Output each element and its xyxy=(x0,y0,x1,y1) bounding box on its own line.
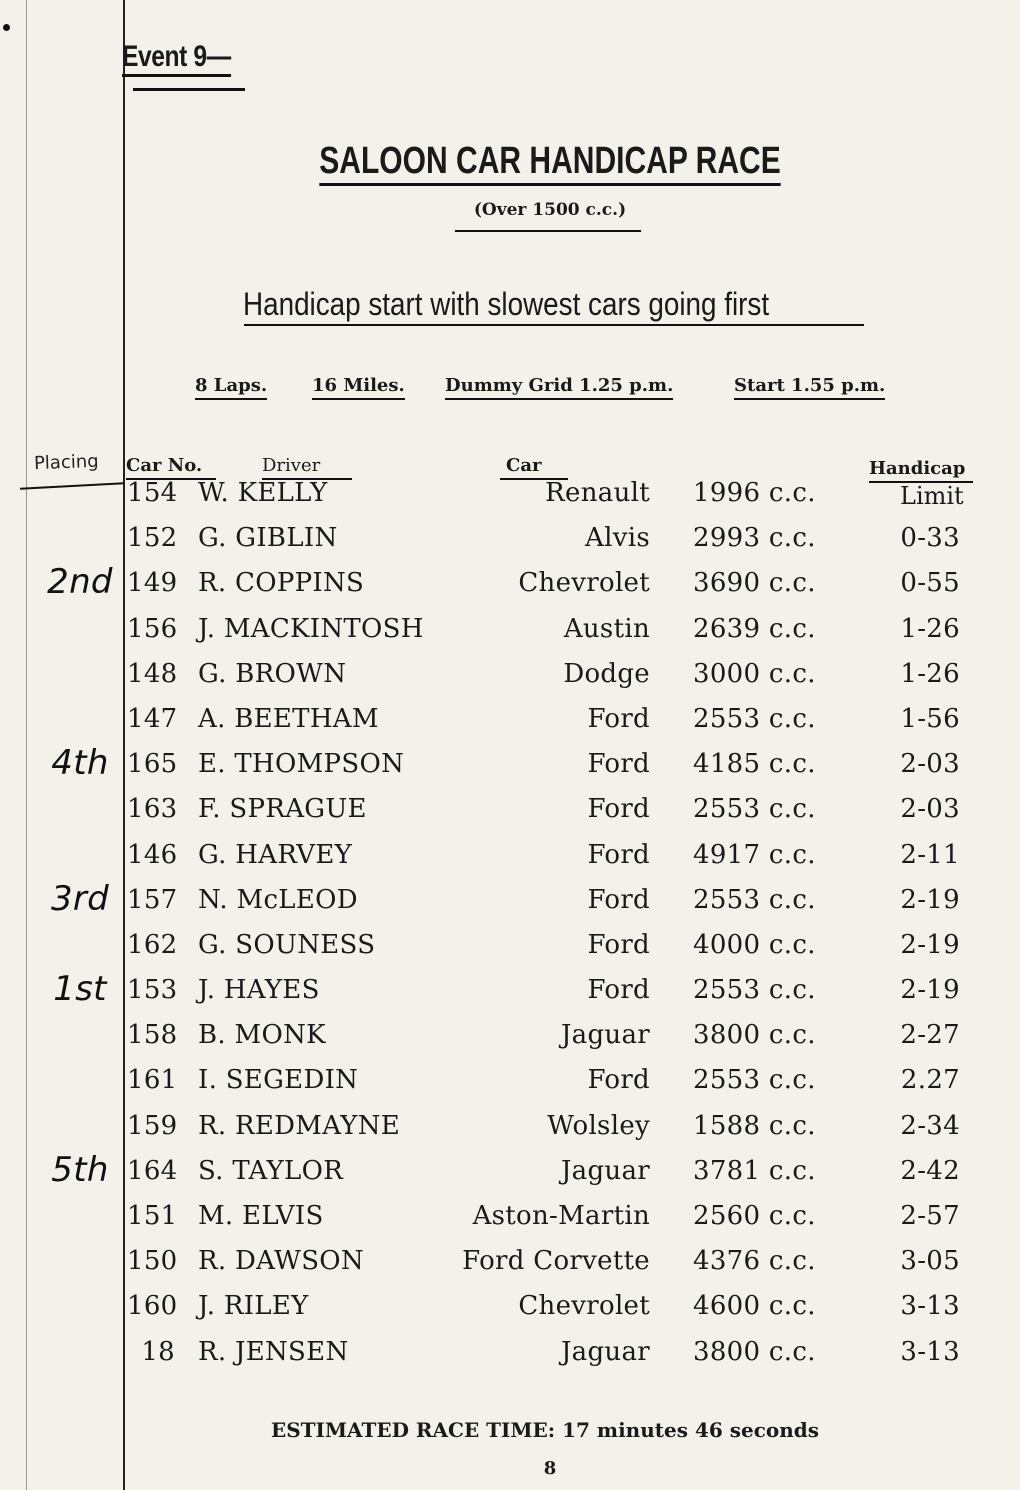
handicap-time: 2-57 xyxy=(900,1201,960,1231)
handicap-time: 2-42 xyxy=(900,1155,960,1186)
car-make: Jaguar xyxy=(560,1336,650,1367)
handicap-time: 2.27 xyxy=(900,1065,960,1096)
driver-name: J. RILEY xyxy=(198,1291,309,1322)
table-row xyxy=(0,515,1020,560)
driver-name: G. BROWN xyxy=(198,658,347,689)
driver-name: J. HAYES xyxy=(198,975,320,1006)
table-row xyxy=(0,1193,1020,1238)
placing-mark: 1st xyxy=(53,969,107,1010)
details-miles: 16 Miles. xyxy=(312,375,405,396)
car-number: 160 xyxy=(127,1291,178,1322)
header-limit: Limit xyxy=(900,482,964,510)
engine-capacity: 2560 c.c. xyxy=(693,1201,816,1231)
driver-name: M. ELVIS xyxy=(198,1201,324,1231)
driver-name: E. THOMPSON xyxy=(198,749,405,780)
table-row xyxy=(0,651,1020,696)
car-number: 151 xyxy=(127,1201,178,1231)
handicap-time: 2-19 xyxy=(900,975,960,1006)
handicap-time: 2-19 xyxy=(900,884,960,915)
engine-capacity: 4376 c.c. xyxy=(693,1246,816,1277)
table-row xyxy=(0,967,1020,1012)
driver-name: R. COPPINS xyxy=(198,568,365,599)
tagline-underline xyxy=(244,324,864,326)
handicap-time: 3-05 xyxy=(900,1246,960,1277)
car-make: Chevrolet xyxy=(518,1291,650,1322)
handicap-time: 0-55 xyxy=(900,568,960,599)
car-make: Austin xyxy=(563,613,650,644)
header-driver: Driver xyxy=(262,455,321,476)
engine-capacity: 1588 c.c. xyxy=(693,1110,816,1141)
handicap-time: 0-33 xyxy=(900,523,960,554)
car-number: 164 xyxy=(127,1155,178,1186)
header-handicap: Handicap xyxy=(869,458,966,479)
engine-capacity: 3000 c.c. xyxy=(693,658,816,689)
subtitle-underline xyxy=(455,230,641,232)
engine-capacity: 3800 c.c. xyxy=(693,1336,816,1367)
table-row xyxy=(0,786,1020,831)
driver-name: W. KELLY xyxy=(198,478,328,508)
driver-name: J. MACKINTOSH xyxy=(198,613,424,644)
engine-capacity: 2553 c.c. xyxy=(693,794,816,825)
handicap-time: 2-19 xyxy=(900,929,960,960)
car-make: Renault xyxy=(545,478,650,508)
driver-name: B. MONK xyxy=(198,1020,326,1051)
car-make: Ford xyxy=(587,749,650,780)
driver-name: R. JENSEN xyxy=(198,1336,349,1367)
handicap-time: 3-13 xyxy=(900,1336,960,1367)
engine-capacity: 3781 c.c. xyxy=(693,1155,816,1186)
car-make: Jaguar xyxy=(560,1020,650,1051)
engine-capacity: 2639 c.c. xyxy=(693,613,816,644)
page-number: 8 xyxy=(543,1458,557,1479)
placing-mark: 3rd xyxy=(50,878,110,919)
header-car: Car xyxy=(506,455,542,476)
car-number: 163 xyxy=(127,794,178,825)
car-number: 162 xyxy=(127,929,178,960)
race-title-text: SALOON CAR HANDICAP RACE xyxy=(319,140,780,186)
table-row xyxy=(0,832,1020,877)
details-laps: 8 Laps. xyxy=(195,375,267,396)
car-make: Alvis xyxy=(585,523,650,554)
engine-capacity: 2553 c.c. xyxy=(693,703,816,734)
car-number: 146 xyxy=(127,839,178,870)
placing-mark: 5th xyxy=(51,1149,109,1190)
handicap-time: 1-26 xyxy=(900,658,960,689)
handicap-time: 1-56 xyxy=(900,703,960,734)
header-placing: Placing xyxy=(33,450,99,475)
car-make: Dodge xyxy=(563,658,650,689)
car-make: Ford xyxy=(587,703,650,734)
driver-name: R. REDMAYNE xyxy=(198,1110,401,1141)
car-number: 148 xyxy=(127,658,178,689)
car-make: Wolsley xyxy=(547,1110,650,1141)
car-make: Ford xyxy=(587,839,650,870)
placing-mark: 4th xyxy=(51,743,109,784)
table-row xyxy=(0,1103,1020,1148)
table-row xyxy=(0,606,1020,651)
driver-name: R. DAWSON xyxy=(198,1246,364,1277)
table-row xyxy=(0,1148,1020,1193)
car-make: Aston-Martin xyxy=(472,1201,650,1231)
driver-name: G. GIBLIN xyxy=(198,523,338,554)
engine-capacity: 2553 c.c. xyxy=(693,884,816,915)
car-number: 157 xyxy=(127,884,178,915)
table-row xyxy=(0,470,1020,515)
car-number: 152 xyxy=(127,523,178,554)
driver-name: A. BEETHAM xyxy=(198,703,379,734)
header-car-no: Car No. xyxy=(126,455,203,476)
table-row xyxy=(0,1012,1020,1057)
car-number: 159 xyxy=(127,1110,178,1141)
engine-capacity: 4917 c.c. xyxy=(693,839,816,870)
car-number: 18 xyxy=(141,1336,175,1367)
table-row xyxy=(0,560,1020,605)
car-make: Ford xyxy=(587,884,650,915)
event-underline xyxy=(133,88,245,91)
engine-capacity: 2553 c.c. xyxy=(693,1065,816,1096)
car-make: Ford Corvette xyxy=(462,1246,650,1277)
handicap-time: 3-13 xyxy=(900,1291,960,1322)
race-subtitle: (Over 1500 c.c.) xyxy=(473,200,627,220)
handicap-time: 2-03 xyxy=(900,749,960,780)
car-make: Chevrolet xyxy=(518,568,650,599)
car-make: Ford xyxy=(587,929,650,960)
handicap-time: 2-34 xyxy=(900,1110,960,1141)
details-start: Start 1.55 p.m. xyxy=(734,375,885,396)
engine-capacity: 4600 c.c. xyxy=(693,1291,816,1322)
engine-capacity: 4000 c.c. xyxy=(693,929,816,960)
car-number: 153 xyxy=(127,975,178,1006)
driver-name: N. McLEOD xyxy=(198,884,358,915)
car-number: 156 xyxy=(127,613,178,644)
driver-name: S. TAYLOR xyxy=(198,1155,344,1186)
entries-table xyxy=(0,470,1020,1374)
engine-capacity: 2993 c.c. xyxy=(693,523,816,554)
table-row xyxy=(0,741,1020,786)
driver-name: G. HARVEY xyxy=(198,839,353,870)
race-tagline: Handicap start with slowest cars going first xyxy=(243,286,770,322)
race-title xyxy=(116,140,985,183)
car-number: 158 xyxy=(127,1020,178,1051)
engine-capacity: 2553 c.c. xyxy=(693,975,816,1006)
handicap-time: 2-03 xyxy=(900,794,960,825)
event-label: Event 9— xyxy=(122,40,231,77)
engine-capacity: 3690 c.c. xyxy=(693,568,816,599)
table-row xyxy=(0,922,1020,967)
ink-dot xyxy=(3,24,10,31)
driver-name: G. SOUNESS xyxy=(198,929,376,960)
car-number: 147 xyxy=(127,703,178,734)
car-make: Ford xyxy=(587,975,650,1006)
table-row xyxy=(0,1329,1020,1374)
car-make: Jaguar xyxy=(560,1155,650,1186)
table-row xyxy=(0,1238,1020,1283)
table-row xyxy=(0,696,1020,741)
car-number: 150 xyxy=(127,1246,178,1277)
placing-mark: 2nd xyxy=(47,562,113,603)
car-number: 165 xyxy=(127,749,178,780)
handicap-time: 1-26 xyxy=(900,613,960,644)
details-dummy-grid: Dummy Grid 1.25 p.m. xyxy=(445,375,673,396)
handicap-time: 2-11 xyxy=(900,839,960,870)
driver-name: I. SEGEDIN xyxy=(198,1065,359,1096)
table-row xyxy=(0,1283,1020,1328)
car-make: Ford xyxy=(587,1065,650,1096)
car-make: Ford xyxy=(587,794,650,825)
car-number: 154 xyxy=(127,478,178,508)
engine-capacity: 4185 c.c. xyxy=(693,749,816,780)
table-row xyxy=(0,1057,1020,1102)
estimated-race-time: ESTIMATED RACE TIME: 17 minutes 46 seconds xyxy=(270,1418,820,1442)
car-number: 149 xyxy=(127,568,178,599)
driver-name: F. SPRAGUE xyxy=(198,794,367,825)
handicap-time: 2-27 xyxy=(900,1020,960,1051)
engine-capacity: 1996 c.c. xyxy=(693,478,816,508)
car-number: 161 xyxy=(127,1065,178,1096)
engine-capacity: 3800 c.c. xyxy=(693,1020,816,1051)
table-row xyxy=(0,877,1020,922)
